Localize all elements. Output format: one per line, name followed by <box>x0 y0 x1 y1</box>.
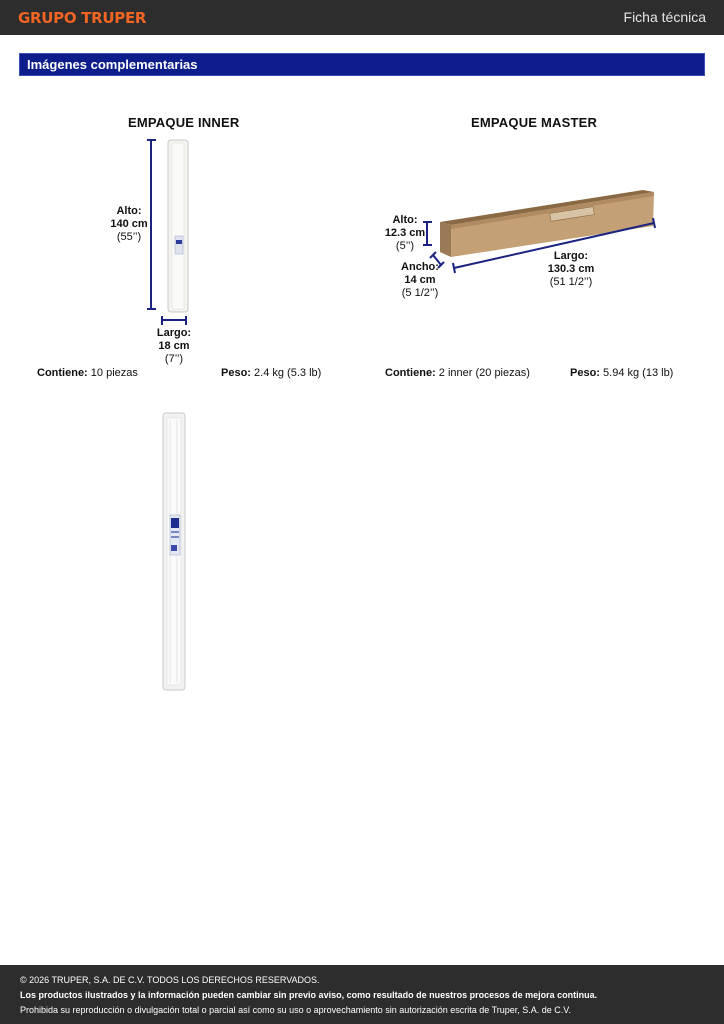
footer-legal: Prohibida su reproducción o divulgación total o parcial así como su uso o aprovechamiento sin autorización escrita de Truper, S.A. de C.V. <box>20 1005 571 1015</box>
inner-height-label: Alto: 140 cm (55’’) <box>110 205 148 243</box>
master-height-label: Alto: 12.3 cm (5’’) <box>384 214 426 252</box>
inner-weight: Peso: 2.4 kg (5.3 lb) <box>221 367 322 379</box>
master-depth-label: Ancho: 14 cm (5 1/2’’) <box>401 261 439 299</box>
inner-package-title: EMPAQUE INNER <box>128 115 240 130</box>
master-length-label: Largo: 130.3 cm (51 1/2’’) <box>547 250 595 288</box>
footer-copyright: © 2026 TRUPER, S.A. DE C.V. TODOS LOS DERECHOS RESERVADOS. <box>20 975 320 985</box>
inner-contents: Contiene: 10 piezas <box>37 367 138 379</box>
document-type: Ficha técnica <box>623 9 706 25</box>
inner-width-dimension <box>162 316 186 325</box>
truper-logo: GRUPO TRUPER <box>18 9 147 27</box>
inner-width-label: Largo: 18 cm (7’’) <box>156 327 192 365</box>
footer <box>0 965 724 1024</box>
footer-notice: Los productos ilustrados y la información pueden cambiar sin previo aviso, como resultado de nuestros procesos de mejora continua. <box>20 990 598 1000</box>
section-title: Imágenes complementarias <box>27 57 198 72</box>
product-image <box>163 413 185 690</box>
master-package-title: EMPAQUE MASTER <box>471 115 598 130</box>
inner-package-image <box>168 140 188 312</box>
master-contents: Contiene: 2 inner (20 piezas) <box>385 367 530 379</box>
master-weight: Peso: 5.94 kg (13 lb) <box>570 367 674 379</box>
